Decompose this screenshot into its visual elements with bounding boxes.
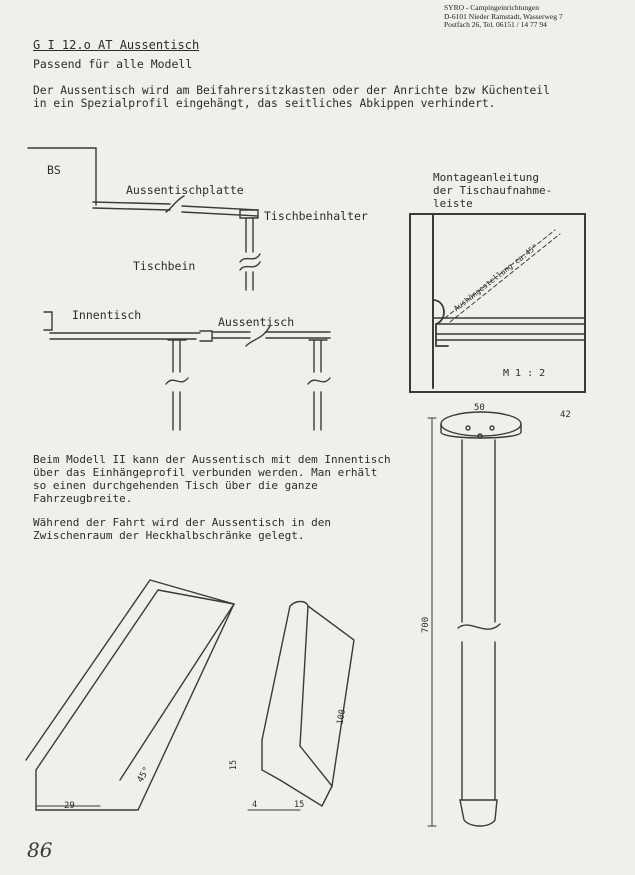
scale-label: M 1 : 2 xyxy=(503,368,546,379)
dim-4: 4 xyxy=(252,800,258,810)
profile-drawing-b-body xyxy=(300,606,354,786)
dim-15-vertical: 15 xyxy=(229,759,240,771)
inner-table xyxy=(50,333,200,339)
paragraph-driving: Während der Fahrt wird der Aussentisch in den Zwischenraum der Heckhalbschränke gelegt. xyxy=(33,516,332,542)
mounting-title-line3: leiste xyxy=(433,197,473,210)
break-mark-inner-leg xyxy=(166,378,188,384)
inner-table-label: Innentisch xyxy=(72,308,142,322)
mounting-table-section xyxy=(433,318,585,340)
dim-50: 50 xyxy=(474,403,485,413)
mounting-title-line2: der Tischaufnahme- xyxy=(433,184,553,197)
leg-rubber-foot xyxy=(460,800,497,826)
holder-label: Tischbeinhalter xyxy=(264,209,368,223)
flange-hole xyxy=(466,426,470,430)
inner-leg-lower xyxy=(173,392,180,430)
leg-flange xyxy=(441,412,521,436)
wall-stub xyxy=(44,312,52,330)
flange-hole xyxy=(490,426,494,430)
mounting-detail-frame xyxy=(410,214,585,392)
product-title: G I 12.o AT Aussentisch xyxy=(33,38,200,52)
dim-100: 100 xyxy=(335,708,348,726)
break-mark-outer-leg xyxy=(308,378,330,384)
dim-45: 45° xyxy=(135,765,153,785)
dim-15-horizontal: 15 xyxy=(294,800,305,810)
mounting-title-line1: Montageanleitung xyxy=(433,171,539,184)
leg-tube-upper xyxy=(462,440,495,622)
outer-table-plate xyxy=(93,202,258,216)
bs-label: BS xyxy=(47,163,61,177)
bs-wall-outline xyxy=(28,148,96,205)
page-number: 86 xyxy=(27,838,53,862)
table-leg-upper xyxy=(246,218,253,252)
break-mark-leg xyxy=(240,254,260,270)
inner-leg-upper xyxy=(168,340,186,372)
hinge-profile xyxy=(200,331,212,341)
table-leg-lower xyxy=(246,272,253,290)
profile-drawing-a xyxy=(26,580,234,780)
dim-700: 700 xyxy=(421,616,432,634)
dim-29: 29 xyxy=(64,801,75,811)
outer-leg-lower xyxy=(314,392,321,430)
leg-label: Tischbein xyxy=(133,259,196,273)
hang-profile-section xyxy=(433,300,448,346)
outer-leg-upper xyxy=(309,340,327,372)
plate-label: Aussentischplatte xyxy=(126,183,244,197)
mounting-title xyxy=(433,171,552,210)
angle-note: Aushängestellung ca.45° xyxy=(452,242,540,314)
company-contact: Postfach 26, Tel. 06151 / 14 77 94 xyxy=(444,20,547,30)
intro-text: Der Aussentisch wird am Beifahrersitzkasten oder der Anrichte bzw Küchenteil in ein Spezialprofil eingehängt, das seitliches Abkippen verhindert. xyxy=(33,84,550,110)
company-name: SYRO - Campingeinrichtungen xyxy=(444,3,539,12)
company-address: D-6101 Nieder Ramstadt, Wasserweg 7 xyxy=(444,11,563,21)
profile-drawing-b-lip xyxy=(262,602,308,747)
dim-42: 42 xyxy=(560,410,571,420)
product-subtitle: Passend für alle Modell xyxy=(33,57,193,71)
leg-holder xyxy=(240,210,258,218)
break-mark-tube xyxy=(458,624,500,629)
leg-tube-lower xyxy=(462,642,495,800)
outer-table-mid xyxy=(212,332,330,338)
break-mark-outer xyxy=(246,326,270,346)
outer-table-label: Aussentisch xyxy=(218,315,295,329)
paragraph-model-ii: Beim Modell II kann der Aussentisch mit dem Innentisch über das Einhängeprofil verbunden werden. Man erhält so einen durchgehenden Tisch über die ganze Fahrzeugbreite. xyxy=(33,453,391,505)
